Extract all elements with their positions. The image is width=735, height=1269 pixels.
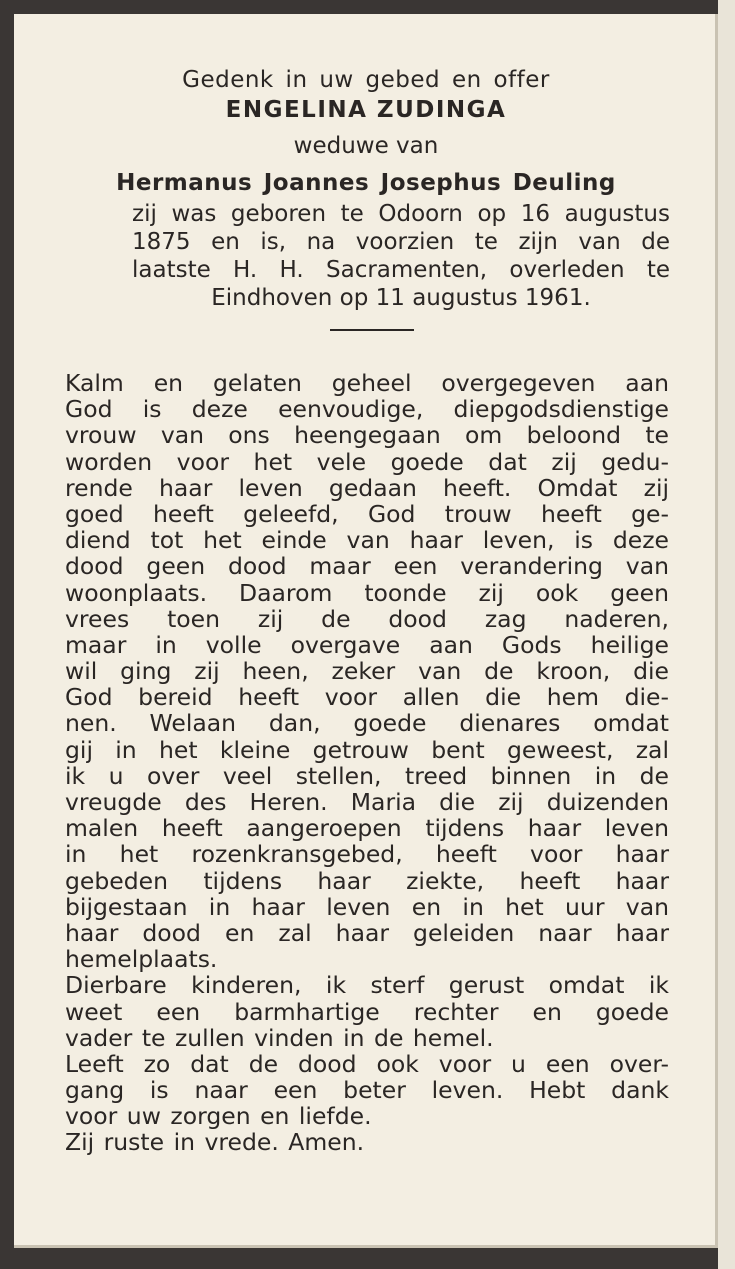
text-line: rende haar leven gedaan heeft. Omdat zij <box>65 473 669 502</box>
text-line: wil ging zij heen, zeker van de kroon, die <box>65 657 669 686</box>
text-line: goed heeft geleefd, God trouw heeft ge- <box>65 499 669 528</box>
text-line: in het rozenkransgebed, heeft voor haar <box>65 840 669 869</box>
memorial-text <box>65 370 669 1156</box>
intro-line: Gedenk in uw gebed en offer <box>182 67 550 93</box>
text-line: malen heeft aangeroepen tijdens haar leven <box>65 814 669 843</box>
text-line: ik u over veel stellen, treed binnen in de <box>65 761 669 790</box>
card-header <box>14 66 718 197</box>
memorial-card <box>14 14 718 1248</box>
text-line: Dierbare kinderen, ik sterf gerust omdat ik <box>65 971 669 1000</box>
text-line: vreugde des Heren. Maria die zij duizenden <box>65 788 669 816</box>
bio-line: 1875 en is, na voorzien te zijn van de <box>132 229 670 255</box>
text-line: vrouw van ons heengegaan om beloond te <box>65 421 669 450</box>
text-line: haar dood en zal haar geleiden naar haar <box>65 918 669 947</box>
biography-block <box>132 200 670 312</box>
text-line: gebeden tijdens haar ziekte, heeft haar <box>65 866 669 895</box>
widow-of-line: weduwe van <box>293 133 439 159</box>
text-line: maar in volle overgave aan Gods heilige <box>65 630 669 659</box>
text-line: dood geen dood maar een verandering van <box>65 552 669 581</box>
text-line: Zij ruste in vrede. Amen. <box>65 1128 365 1157</box>
text-line: weet een barmhartige rechter en goede <box>65 997 669 1026</box>
text-line: vader te zullen vinden in de hemel. <box>65 1023 494 1052</box>
deceased-name: ENGELINA ZUDINGA <box>225 97 507 123</box>
text-line: Kalm en gelaten geheel overgegeven aan <box>65 369 669 397</box>
text-line: diend tot het einde van haar leven, is deze <box>65 526 669 555</box>
bio-line: Eindhoven op 11 augustus 1961. <box>211 285 591 311</box>
text-line: gij in het kleine getrouw bent geweest, zal <box>65 735 669 764</box>
text-line: God bereid heeft voor allen die hem die- <box>65 683 669 712</box>
text-line: hemelplaats. <box>65 945 218 974</box>
section-divider <box>330 329 414 331</box>
text-line: voor uw zorgen en liefde. <box>65 1102 372 1131</box>
background-edge <box>718 0 735 1269</box>
text-line: bijgestaan in haar leven en in het uur van <box>65 892 669 921</box>
text-line: worden voor het vele goede dat zij gedu- <box>65 447 669 476</box>
husband-name: Hermanus Joannes Josephus Deuling <box>116 170 616 196</box>
text-line: Leeft zo dat de dood ook voor u een over- <box>65 1049 669 1078</box>
bio-line: zij was geboren te Odoorn op 16 augustus <box>132 201 670 227</box>
text-line: God is deze eenvoudige, diepgodsdienstige <box>65 395 669 424</box>
text-line: gang is naar een beter leven. Hebt dank <box>65 1076 669 1105</box>
text-line: woonplaats. Daarom toonde zij ook geen <box>65 578 669 607</box>
bio-line: laatste H. H. Sacramenten, overleden te <box>132 257 670 283</box>
text-line: vrees toen zij de dood zag naderen, <box>65 604 669 633</box>
text-line: nen. Welaan dan, goede dienares omdat <box>65 709 669 738</box>
